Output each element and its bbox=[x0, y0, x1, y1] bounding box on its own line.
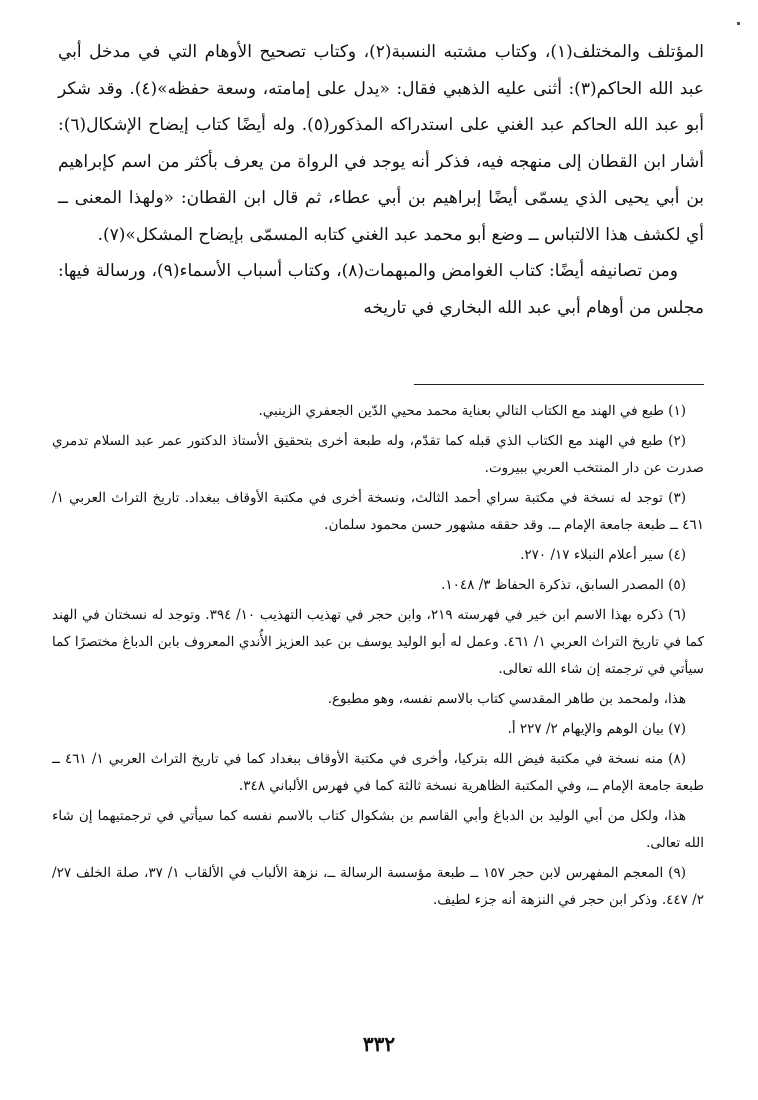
footnote-1: (١) طبع في الهند مع الكتاب التالي بعناية محمد محيي الدّين الجعفري الزينبي. bbox=[258, 403, 686, 419]
footnote-8: (٨) منه نسخة في مكتبة فيض الله بتركيا، وأخرى في مكتبة الأوقاف ببغداد كما في تاريخ التراث العربي ١/ ٤٦١ ــ طبعة جامعة الإمام ــ، وفي المكتبة الظاهرية نسخة ثالثة كما في فهرس الألباني ٣٤٨. bbox=[52, 751, 704, 794]
footnote-9: (٩) المعجم المفهرس لابن حجر ١٥٧ ــ طبعة مؤسسة الرسالة ــ، نزهة الألباب في الألقاب ١/ ٣٧، صلة الخلف ٢٧/ ٢/ ٤٤٧. وذكر ابن حجر في النزهة أنه جزء لطيف. bbox=[52, 865, 704, 908]
footnote-5: (٥) المصدر السابق، تذكرة الحفاظ ٣/ ١٠٤٨. bbox=[441, 577, 686, 593]
page-number: ٣٣٢ bbox=[362, 1032, 396, 1056]
footnote-6-note: هذا، ولمحمد بن طاهر المقدسي كتاب بالاسم نفسه، وهو مطبوع. bbox=[327, 691, 686, 707]
footnote-2: (٢) طبع في الهند مع الكتاب الذي قبله كما تقدّم، وله طبعة أخرى بتحقيق الأستاذ الدكتور عمر عبد السلام تدمري صدرت عن دار المنتخب العربي ببيروت. bbox=[52, 433, 704, 476]
footnote-3: (٣) توجد له نسخة في مكتبة سراي أحمد الثالث، ونسخة أخرى في مكتبة الأوقاف ببغداد. تاريخ التراث العربي ١/ ٤٦١ ــ طبعة جامعة الإمام ــ. وقد حققه مشهور حسن محمود سلمان. bbox=[52, 490, 704, 533]
footnote-8-note: هذا، ولكل من أبي الوليد بن الدباغ وأبي القاسم بن بشكوال كتاب بالاسم نفسه كما سيأتي في ترجمتيهما إن شاء الله تعالى. bbox=[52, 808, 704, 851]
footnote-4: (٤) سير أعلام النبلاء ١٧/ ٢٧٠. bbox=[520, 547, 686, 563]
main-paragraph-1: المؤتلف والمختلف(١)، وكتاب مشتبه النسبة(٢)، وكتاب تصحيح الأوهام التي في مدخل أبي عبد الله الحاكم(٣): أثنى عليه الذهبي فقال: «يدل على إمامته، وسعة حفظه»(٤). وقد شكر أبو عبد الله الحاكم عبد الغني على استدراكه المذكور(٥). وله أيضًا كتاب إيضاح الإشكال(٦): أشار ابن القطان إلى منهجه فيه، فذكر أنه يوجد في الرواة من يعرف بأكثر من اسم كإبراهيم بن أبي يحيى الذي يسمّى أيضًا إبراهيم بن أبي عطاء، ثم قال ابن القطان: «ولهذا المعنى ــ أي لكشف هذا الالتباس ــ وضع أبو محمد عبد الغني كتابه المسمّى بإيضاح المشكل»(٧). bbox=[58, 42, 705, 245]
scan-speck bbox=[737, 22, 740, 25]
footnote-6: (٦) ذكره بهذا الاسم ابن خير في فهرسته ٢١٩، وابن حجر في تهذيب التهذيب ١٠/ ٣٩٤. وتوجد له نسختان في الهند كما في تاريخ التراث العربي ١/ ٤٦١. وعمل له أبو الوليد يوسف بن عبد العزيز الأُندي المعروف بابن الدباغ مختصرًا كما سيأتي في ترجمته إن شاء الله تعالى. bbox=[52, 607, 704, 677]
footnote-7: (٧) بيان الوهم والإيهام ٢/ ٢٢٧ أ. bbox=[507, 721, 686, 737]
main-text bbox=[58, 34, 704, 326]
main-paragraph-2: ومن تصانيفه أيضًا: كتاب الغوامض والمبهمات(٨)، وكتاب أسباب الأسماء(٩)، ورسالة فيها: مجلس من أوهام أبي عبد الله البخاري في تاريخه bbox=[58, 261, 704, 318]
footnotes bbox=[52, 398, 704, 917]
footnote-separator bbox=[414, 384, 704, 385]
